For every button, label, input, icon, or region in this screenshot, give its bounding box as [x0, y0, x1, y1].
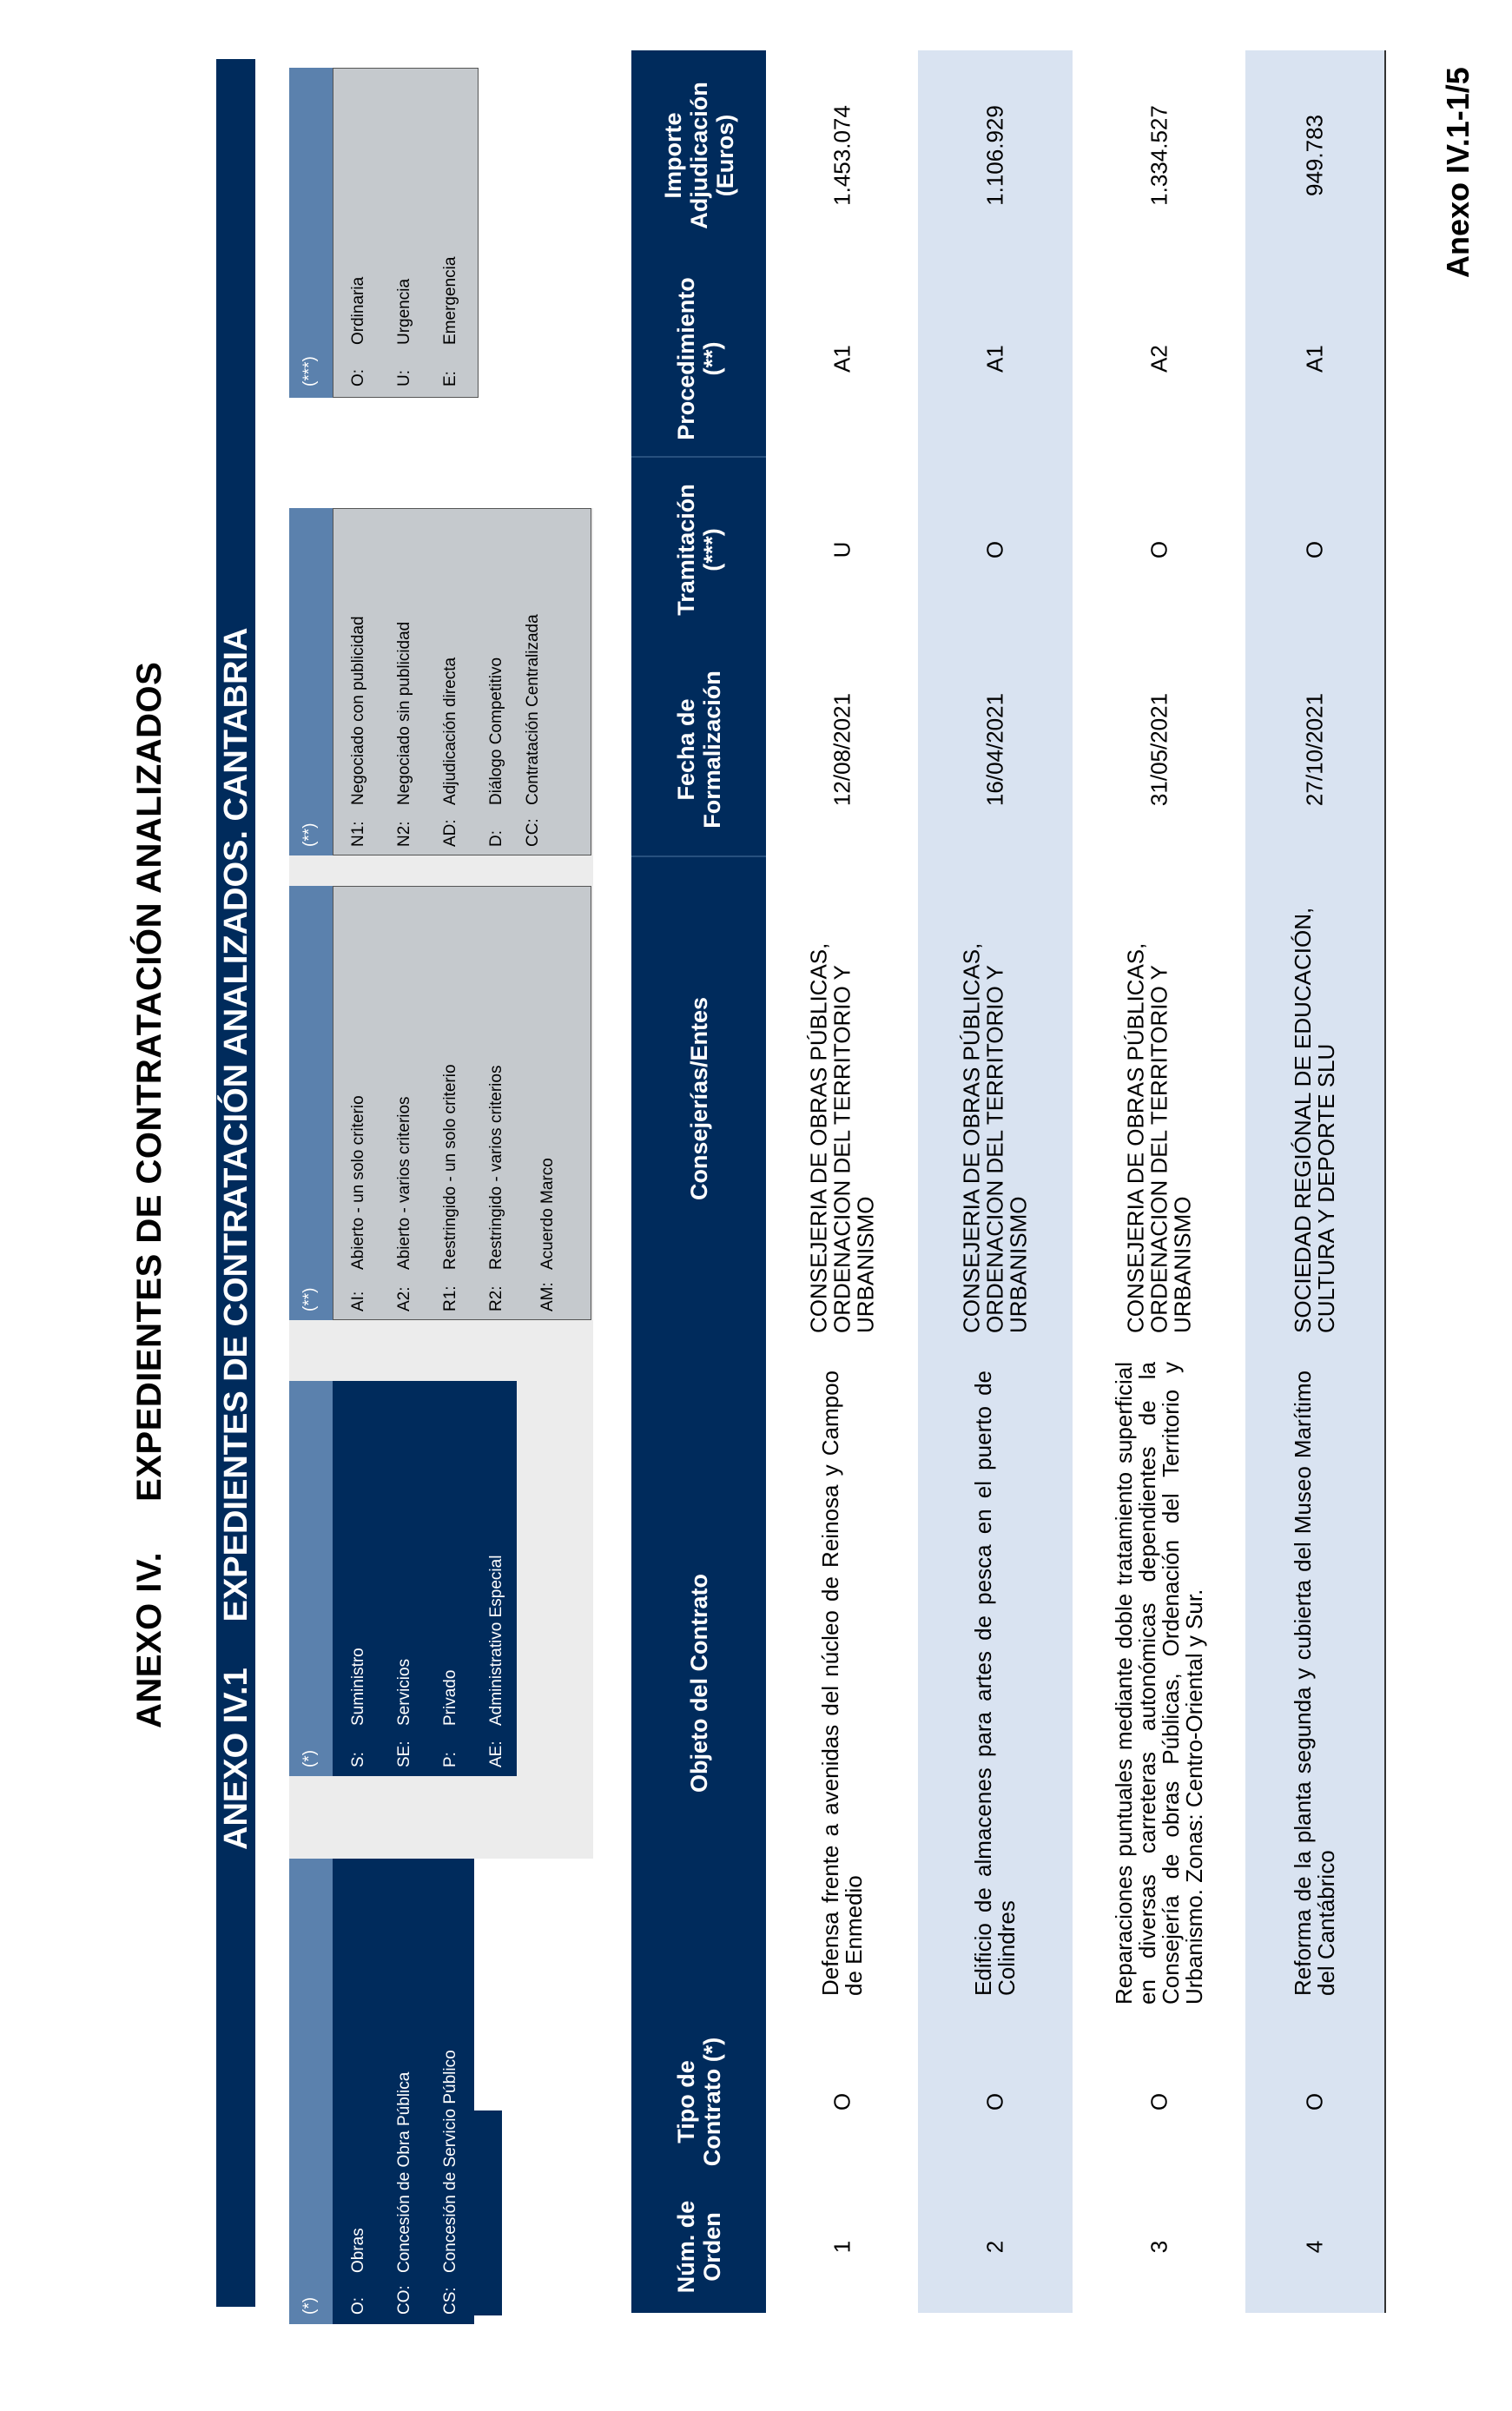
- cell-tipo: O: [1146, 2092, 1172, 2111]
- legend-tipo-o: [349, 2228, 368, 2315]
- subtitle-code: ANEXO IV.1: [218, 1668, 254, 1850]
- cell-fecha: 27/10/2021: [1301, 692, 1328, 806]
- code: AI:: [349, 1291, 367, 1311]
- legend-tipo-header-col1: [289, 1859, 333, 2324]
- code: SE:: [395, 1741, 413, 1767]
- legend-tram-o: [349, 277, 368, 386]
- cell-consejeria: CONSEJERIA DE OBRAS PÚBLICAS, ORDENACION DEL TERRITORIO Y URBANISMO: [958, 942, 1032, 1333]
- code: CS:: [441, 2287, 459, 2315]
- cell-objeto: Defensa frente a avenidas del núcleo de Reinosa y Campoo de Enmedio: [816, 1370, 867, 1996]
- cell-fecha: 16/04/2021: [981, 692, 1008, 806]
- code: O:: [349, 2296, 367, 2315]
- cell-num: 3: [1146, 2240, 1172, 2253]
- code: P:: [441, 1752, 459, 1767]
- cell-num: 4: [1301, 2240, 1328, 2253]
- label: Obras: [349, 2228, 367, 2273]
- cell-tipo: O: [1301, 2092, 1328, 2111]
- cell-num: 1: [829, 2240, 855, 2253]
- legend-proc-body-col2: [333, 508, 591, 855]
- legend-proc-n2: [395, 622, 414, 847]
- cell-objeto: Reforma de la planta segunda y cubierta del Museo Marítimo del Cantábrico: [1290, 1370, 1339, 1996]
- code: AD:: [441, 819, 459, 847]
- cell-procedimiento: A1: [829, 344, 855, 373]
- label: Adjudicación directa: [441, 657, 459, 805]
- legend-proc-header-2: (**): [300, 822, 319, 847]
- cell-tramitacion: O: [981, 540, 1008, 558]
- legend-tipo-se: [395, 1659, 414, 1767]
- code: S:: [349, 1752, 367, 1767]
- legend-tipo-sep2: [517, 1381, 593, 1776]
- header-fecha: Fecha de Formalización: [672, 670, 725, 829]
- code: D:: [487, 830, 505, 847]
- code: CO:: [395, 2285, 413, 2315]
- code: N1:: [349, 821, 367, 847]
- label: Abierto - varios criterios: [395, 1096, 413, 1270]
- legend-proc-r2: [487, 1066, 506, 1311]
- cell-importe: 949.783: [1301, 115, 1328, 196]
- label: Abierto - un solo criterio: [349, 1095, 367, 1270]
- cell-importe: 1.334.527: [1146, 105, 1172, 206]
- legend-proc-a1: [349, 1095, 368, 1311]
- subtitle-text: [217, 627, 255, 1850]
- legend-proc-d: [487, 657, 506, 847]
- header-tipo: Tipo de Contrato (*): [672, 2037, 725, 2167]
- label: Negociado con publicidad: [349, 616, 367, 805]
- cell-procedimiento: A1: [981, 344, 1008, 373]
- legend-tipo-s: [349, 1648, 368, 1767]
- cell-tipo: O: [981, 2092, 1008, 2111]
- header-consejeria: Consejerías/Entes: [685, 996, 712, 1201]
- cell-tipo: O: [829, 2092, 855, 2111]
- table-row: [918, 50, 1073, 2313]
- label: Concesión de Servicio Público: [441, 2050, 459, 2273]
- cell-consejeria: CONSEJERIA DE OBRAS PÚBLICAS, ORDENACION DEL TERRITORIO Y URBANISMO: [805, 942, 878, 1333]
- label: Ordinaria: [349, 276, 367, 345]
- legend-proc-ad: [441, 657, 460, 847]
- annex-title-code: ANEXO IV.: [130, 1551, 168, 1728]
- cell-fecha: 31/05/2021: [1146, 692, 1172, 806]
- annex-title-name: EXPEDIENTES DE CONTRATACIÓN ANALIZADOS: [130, 661, 168, 1502]
- legend-tram-header: [289, 68, 333, 398]
- cell-procedimiento: A1: [1301, 344, 1328, 373]
- label: Concesión de Obra Pública: [395, 2071, 413, 2273]
- label: Privado: [441, 1669, 459, 1726]
- label: Suministro: [349, 1648, 367, 1726]
- label: Diálogo Competitivo: [487, 657, 505, 805]
- legend-tram-u: [395, 279, 414, 386]
- label: Emergencia: [441, 256, 459, 345]
- cell-consejeria: CONSEJERIA DE OBRAS PÚBLICAS, ORDENACION DEL TERRITORIO Y URBANISMO: [1122, 942, 1195, 1333]
- legend-proc-header-col2: [289, 508, 333, 855]
- legend-proc-r1: [441, 1064, 460, 1311]
- label: Urgencia: [395, 278, 413, 345]
- code: N2:: [395, 821, 413, 847]
- code: R1:: [441, 1285, 459, 1311]
- legend-tipo-co: [395, 2072, 414, 2315]
- legend-tipo-p: [441, 1670, 460, 1767]
- cell-tramitacion: O: [1301, 540, 1328, 558]
- code: U:: [395, 370, 413, 386]
- table-row: [1245, 50, 1384, 2313]
- cell-tramitacion: O: [1146, 540, 1172, 558]
- legend-proc-header-1: (**): [300, 1287, 319, 1311]
- cell-objeto: Edificio de almacenes para artes de pesca en el puerto de Colindres: [970, 1370, 1020, 1996]
- legend-proc-cc: [524, 614, 543, 847]
- cell-tramitacion: U: [829, 541, 855, 558]
- code: AM:: [538, 1282, 557, 1311]
- table-row: [1073, 50, 1245, 2313]
- header-num: Núm. de Orden: [672, 2200, 725, 2293]
- label: Acuerdo Marco: [538, 1158, 557, 1270]
- page-label: Anexo IV.1-1/5: [1440, 67, 1476, 278]
- legend-proc-n1: [349, 616, 368, 847]
- code: R2:: [487, 1285, 505, 1311]
- legend-proc-am: [538, 1158, 558, 1311]
- legend-tipo-sep: [289, 1776, 593, 1859]
- legend-tipo-ae: [487, 1556, 506, 1767]
- label: Negociado sin publicidad: [395, 621, 413, 805]
- annex-title: [130, 662, 169, 1728]
- subtitle-name: EXPEDIENTES DE CONTRATACIÓN ANALIZADOS. CANTABRIA: [218, 627, 254, 1622]
- code: O:: [349, 368, 367, 386]
- cell-num: 2: [981, 2240, 1008, 2253]
- legend-tram-e: [441, 257, 460, 386]
- cell-objeto: Reparaciones puntuales mediante doble tratamiento superficial en diversas carreteras autonómicas dependientes de la Consejería de obras Públicas, Ordenación del Territorio y Urbanismo. Zonas: Centro-Oriental y Sur.: [1110, 1361, 1207, 2005]
- label: Servicios: [395, 1658, 413, 1726]
- code: CC:: [524, 818, 542, 847]
- legend-tipo-header-2: (*): [300, 1749, 319, 1767]
- legend-proc-header-col1: [289, 886, 333, 1320]
- label: Contratación Centralizada: [524, 614, 542, 805]
- header-objeto: Objeto del Contrato: [685, 1573, 712, 1793]
- header-tramitacion: Tramitación (***): [672, 483, 725, 616]
- cell-procedimiento: A2: [1146, 344, 1172, 373]
- code: E:: [441, 371, 459, 386]
- cell-importe: 1.453.074: [829, 105, 855, 206]
- legend-tram-header-text: (***): [300, 356, 319, 386]
- cell-fecha: 12/08/2021: [829, 692, 855, 806]
- cell-importe: 1.106.929: [981, 105, 1008, 206]
- legend-tipo-cs: [441, 2050, 460, 2315]
- legend-tipo-header-1: (*): [300, 2296, 319, 2315]
- label: Restringido - varios criterios: [487, 1065, 505, 1270]
- legend-proc-a2: [395, 1096, 414, 1311]
- table-row: [766, 50, 918, 2313]
- code: AE:: [487, 1741, 505, 1767]
- label: Restringido - un solo criterio: [441, 1064, 459, 1270]
- cell-consejeria: SOCIEDAD REGIÓNAL DE EDUCACIÓN, CULTURA Y DEPORTE SLU: [1290, 907, 1339, 1333]
- code: A2:: [395, 1286, 413, 1311]
- label: Administrativo Especial: [487, 1555, 505, 1726]
- legend-tipo-header-col2: [289, 1381, 333, 1776]
- header-procedimiento: Procedimiento (**): [672, 276, 725, 440]
- header-importe: Importe Adjudicación (Euros): [659, 82, 738, 229]
